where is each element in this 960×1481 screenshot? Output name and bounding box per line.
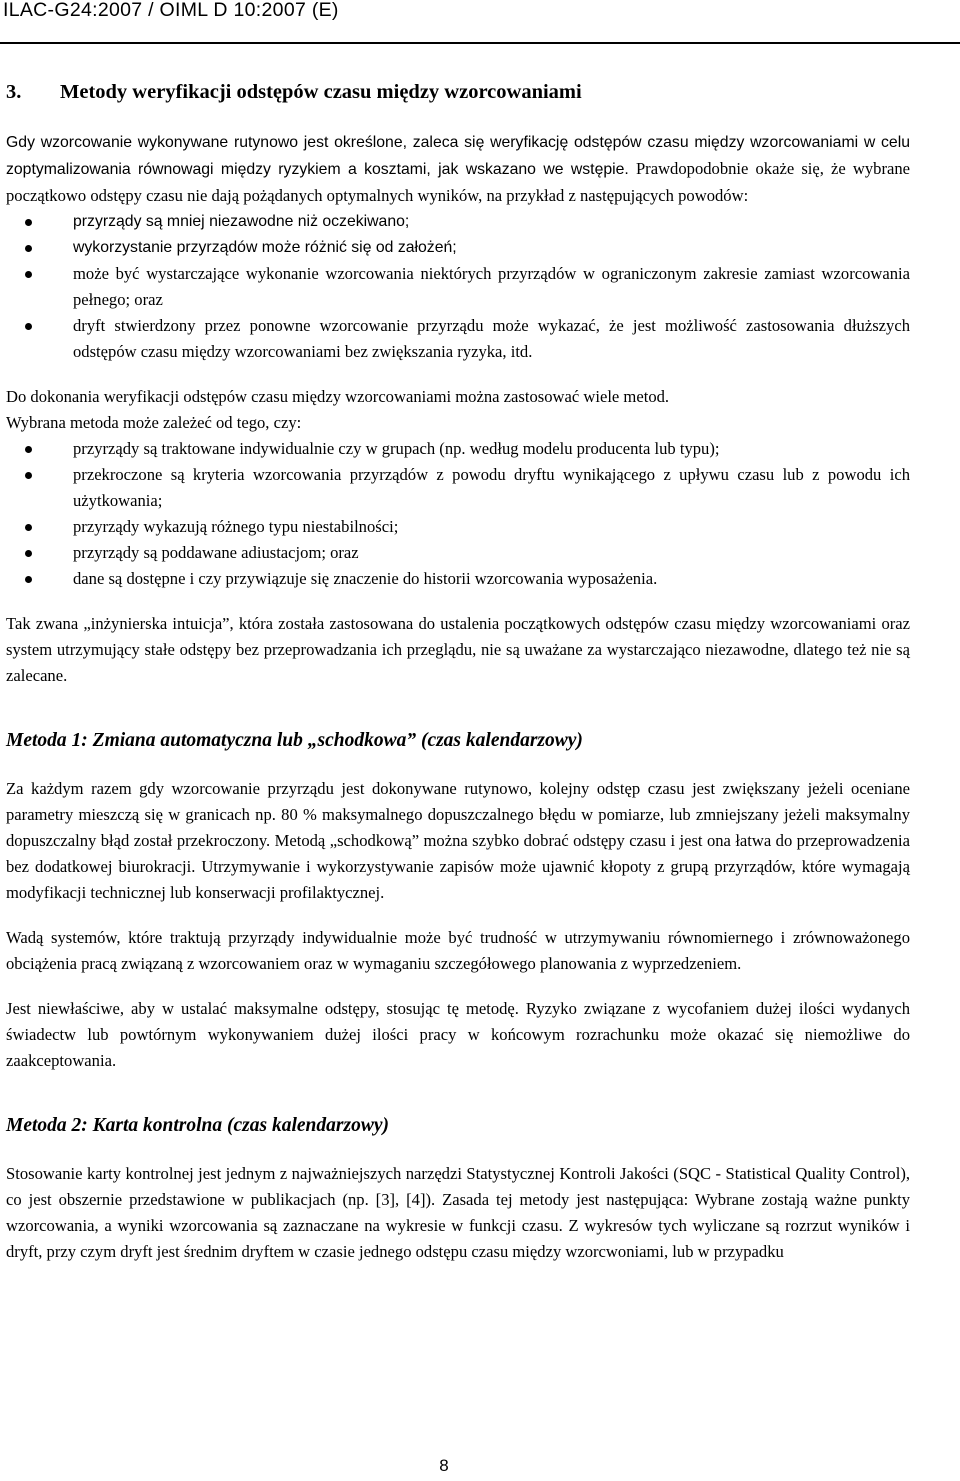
methods-intro [6,384,910,436]
document-body [6,78,910,1284]
list-item: przyrządy są mniej niezawodne niż oczekiwano; [6,209,910,235]
method1-paragraph-3: Jest niewłaściwe, aby w ustalać maksymalne odstępy, stosując tę metodę. Ryzyko związane z wycofaniem dużej ilości wydanych świadectw lub powtórnym wykonywaniem dużej ilości pracy w końcowym rozrachunku może okazać się niemożliwe do zaakceptowania. [6,999,910,1070]
document-reference: ILAC-G24:2007 / OIML D 10:2007 (E) [3,0,339,21]
bullet-icon [25,524,32,531]
list-item: może być wystarczające wykonanie wzorcowania niektórych przyrządów w ograniczonym zakresie zamiast wzorcowania pełnego; oraz [6,261,910,313]
method2-heading: Metoda 2: Karta kontrolna (czas kalendarzowy) [6,1115,389,1136]
page-header [0,0,960,44]
list-item: dryft stwierdzony przez ponowne wzorcowanie przyrządu może wykazać, że jest możliwość zastosowania dłuższych odstępów czasu między wzorcowaniami bez zwiększania ryzyka, itd. [6,313,910,365]
section-heading [6,78,910,106]
intro-paragraph [6,129,910,209]
list-item: dane są dostępne i czy przywiązuje się znaczenie do historii wzorcowania wyposażenia. [6,566,910,592]
method2-paragraph-1: Stosowanie karty kontrolnej jest jednym z najważniejszych narzędzi Statystycznej Kontroli Jakości (SQC - Statistical Quality Control), co jest obszernie przedstawione w publikacjach (np. [3], [4]). Zasada tej metody jest następująca: Wybrane zostają ważne punkty wzorcowania, a wyniki wzorcowania są zaznaczane na wykresie w funkcji czasu. Z wykresów tych wyliczane są rozrzut wyników i dryft, przy czym dryft jest średnim dryftem w czasie jednego odstępu czasu między wzorcwoniami, lub w przypadku [6,1164,910,1261]
bullet-icon [25,550,32,557]
bullet-icon [25,271,32,278]
bullet-icon [25,245,32,252]
intro-lead-text: Gdy wzorcowanie wykonywane rutynowo jest określone, zaleca się weryfikację odstępów czasu między wzorcowaniami w celu zoptymalizowania równowagi między ryzykiem a kosztami, jak wskazano we wstępie. [6,134,910,178]
list-item: przyrządy wykazują różnego typu niestabilności; [6,514,910,540]
reasons-list [6,209,910,365]
list-item: przyrządy są traktowane indywidualnie czy w grupach (np. według modelu producenta lub typu); [6,436,910,462]
section-number: 3. [6,81,22,103]
method1-paragraph-1: Za każdym razem gdy wzorcowanie przyrządu jest dokonywane rutynowo, kolejny odstęp czasu jest zwiększany jeżeli oceniane parametry mieszczą się w granicach np. 80 % maksymalnego dopuszczalnego błędu w pomiarze, lub zmniejszany jeżeli maksymalny dopuszczalny błąd został przekroczony. Metodą „schodkową” można szybko dobrać odstępy czasu i jest ona łatwa do przeprowadzenia bez dodatkowej biurokracji. Utrzymywanie i wykorzystywanie zapisów może ujawnić kłopoty z grupą przyrządów, które wymagają modyfikacji technicznej lub konserwacji profilaktycznej. [6,779,910,902]
section-title: Metody weryfikacji odstępów czasu między wzorcowaniami [60,81,582,103]
methods-intro-line2: Wybrana metoda może zależeć od tego, czy: [6,413,302,432]
page-number: 8 [439,1456,449,1475]
method1-paragraph-2: Wadą systemów, które traktują przyrządy indywidualnie może być trudność w utrzymywaniu równomiernego i zrównoważonego obciążenia pracą związaną z wzorcowaniem oraz w wymaganiu szczegółowego planowania z wyprzedzeniem. [6,928,910,973]
intro-rest-text: Prawdopodobnie okaże się, że wybrane początkowo odstępy czasu nie dają pożądanych optymalnych wyników, na przykład z następujących powodów: [6,159,910,205]
list-item: przyrządy są poddawane adiustacjom; oraz [6,540,910,566]
bullet-icon [25,576,32,583]
bullet-icon [25,472,32,479]
list-item: wykorzystanie przyrządów może różnić się od założeń; [6,235,910,261]
bullet-icon [25,323,32,330]
method1-heading: Metoda 1: Zmiana automatyczna lub „schodkowa” (czas kalendarzowy) [6,730,583,751]
bullet-icon [25,219,32,226]
engineering-intuition-paragraph: Tak zwana „inżynierska intuicja”, która została zastosowana do ustalenia początkowych odstępów czasu między wzorcowaniami oraz system utrzymujący stałe odstępy bez przeprowadzania ich przeglądu, nie są uważane za wystarczająco niezawodne, dlatego też nie są zalecane. [6,614,910,685]
criteria-list [6,436,910,592]
methods-intro-line1: Do dokonania weryfikacji odstępów czasu między wzorcowaniami można zastosować wiele metod. [6,387,670,406]
bullet-icon [25,446,32,453]
list-item: przekroczone są kryteria wzorcowania przyrządów z powodu dryftu wynikającego z upływu czasu lub z powodu ich użytkowania; [6,462,910,514]
